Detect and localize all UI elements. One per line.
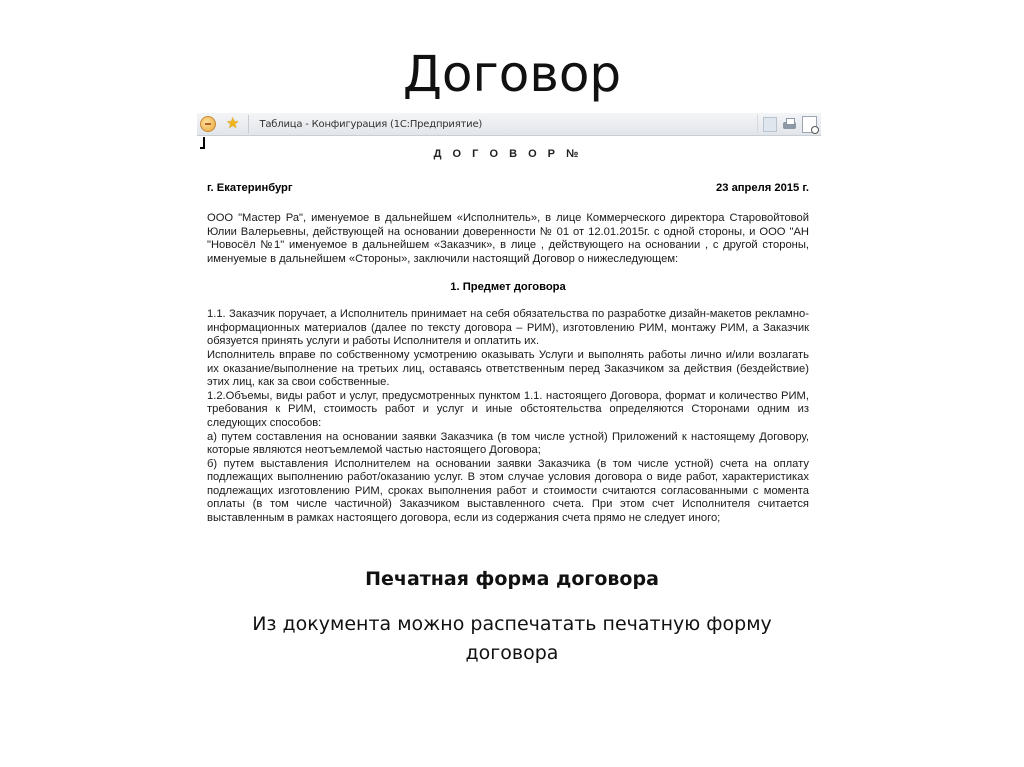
place-date-row [207,182,809,196]
toolbar-separator [757,115,758,133]
contract-paragraph: а) путем составления на основании заявки Заказчика (в том числе устной) Приложений к настоящему Договору, которые являются неотъемлемой частью настоящего Договора; [207,430,809,457]
toolbar-separator [248,115,249,133]
favorites-star-icon[interactable]: ★ [226,115,240,132]
save-icon[interactable] [763,117,777,132]
contract-city: г. Екатеринбург [207,181,293,194]
app-menu-icon[interactable] [200,116,216,132]
window-title: Таблица - Конфигурация (1С:Предприятие) [259,118,483,130]
caption-title: Печатная форма договора [365,568,659,590]
contract-paragraph: 1.1. Заказчик поручает, а Исполнитель принимает на себя обязательства по разработке дизайн-макетов рекламно-информационных материалов (далее по тексту договора – РИМ), изготовлению РИМ, монтажу РИМ, а Заказчик обязуется принять услуги и работы Исполнителя и оплатить их. [207,308,809,348]
slide-title: Договор [402,45,622,103]
cell-cursor-mark [200,137,205,149]
contract-preamble: ООО "Мастер Ра", именуемое в дальнейшем «Исполнитель», в лице Коммерческого директора Старовойтовой Юлии Валерьевны, действующей на основании доверенности № 01 от 12.01.2015г. с одной стороны, и ООО "АН "Новосёл №1" именуемое в дальнейшем «Заказчик», в лице , действующего на основании , с другой стороны, именуемые в дальнейшем «Стороны», заключили настоящий Договор о нижеследующем: [207,212,809,265]
contract-heading: Д О Г О В О Р № [433,148,583,160]
contract-paragraph: 1.2.Объемы, виды работ и услуг, предусмотренных пунктом 1.1. настоящего Договора, формат и количество РИМ, требования к РИМ, стоимость работ и услуг и иные обстоятельства определяются Сторонами одним из следующих способов: [207,389,809,429]
contract-paragraph: Исполнитель вправе по собственному усмотрению оказывать Услуги и выполнять работы лично и/или возлагать их оказание/выполнение на третьих лиц, оставаясь ответственным перед Заказчиком за действия (бездействие) этих лиц, как за свои собственные. [207,348,809,389]
section-title: 1. Предмет договора [450,280,566,293]
print-preview-icon[interactable] [802,116,817,133]
caption-body: Из документа можно распечатать печатную форму договора [252,613,772,664]
window-toolbar [757,115,817,133]
window-titlebar [197,113,821,136]
contract-print-form [207,136,809,526]
contract-date: 23 апреля 2015 г. [716,181,809,194]
print-icon[interactable] [782,118,797,131]
contract-paragraph: б) путем выставления Исполнителем на основании заявки Заказчика (в том числе устной) счета на оплату подлежащих выполнению работ/оказанию услуг. В этом случае условия договора о виде работ, характеристиках подлежащих изготовлению РИМ, сроках выполнения работ и стоимости считаются согласованными с момента оплаты (в том числе частичной) Заказчиком выставленного счета. При этом счет Исполнителя считается выставленным в рамках настоящего договора, если из содержания счета прямо не следует иного; [207,457,809,525]
spreadsheet-window [197,113,821,543]
